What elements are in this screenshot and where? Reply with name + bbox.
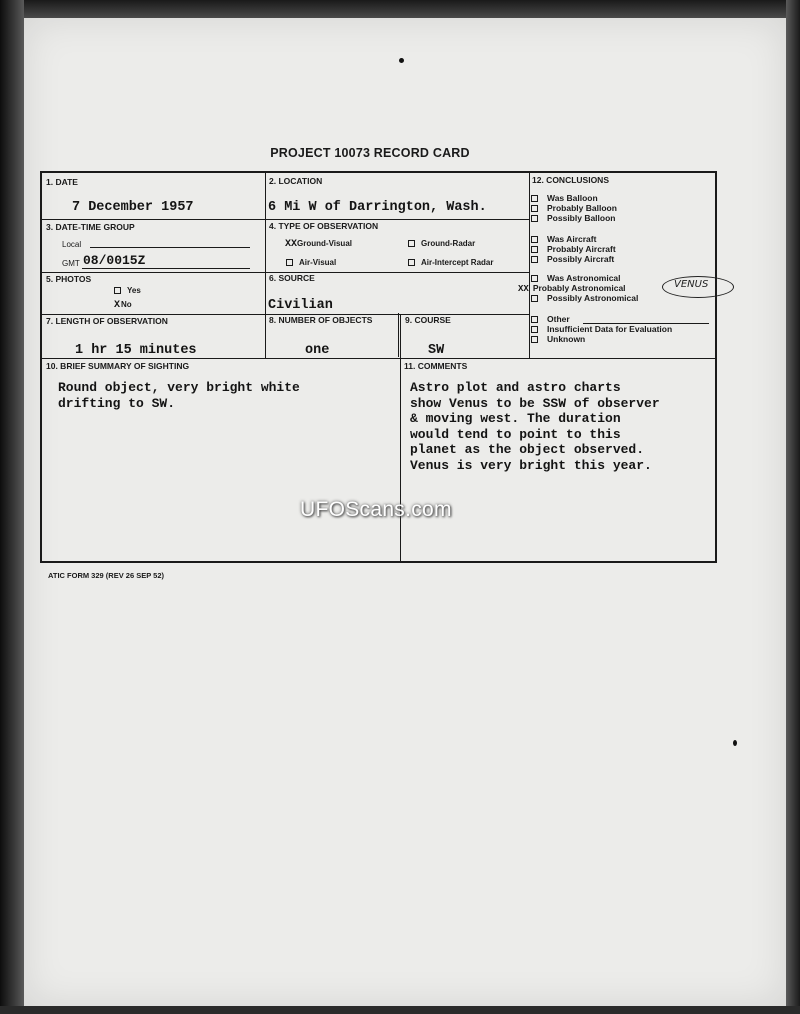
length-value: 1 hr 15 minutes — [75, 343, 197, 358]
photos-no-check: X — [114, 300, 121, 311]
conclusion-item: Possibly Astronomical — [531, 293, 638, 303]
conclusion-item: Unknown — [531, 334, 585, 344]
summary-value: Round object, very bright white drifting to SW. — [58, 380, 300, 411]
checkbox-icon — [286, 259, 293, 266]
date-label: 1. DATE — [46, 177, 78, 187]
conclusion-item: Insufficient Data for Evaluation — [531, 324, 672, 334]
form-number: ATIC FORM 329 (REV 26 SEP 52) — [48, 571, 165, 580]
conclusion-item: Was Balloon — [531, 193, 598, 203]
location-value: 6 Mi W of Darrington, Wash. — [268, 200, 487, 215]
scan-edge-left — [0, 0, 24, 1014]
conclusion-item: Was Astronomical — [531, 273, 621, 283]
comments-value: Astro plot and astro charts show Venus to be SSW of observer & moving west. The duration would tend to point to this planet as the object observed. Venus is very bright this year. — [410, 380, 660, 473]
checkbox-icon — [531, 295, 538, 302]
source-label: 6. SOURCE — [269, 273, 315, 283]
photos-no-option: XNo — [114, 300, 132, 311]
conclusion-item: Probably Aircraft — [531, 244, 616, 254]
air-intercept-option: Air-Intercept Radar — [408, 258, 493, 267]
conclusion-item: Probably Balloon — [531, 203, 617, 213]
course-value: SW — [428, 343, 445, 358]
summary-label: 10. BRIEF SUMMARY OF SIGHTING — [46, 361, 190, 371]
course-label: 9. COURSE — [405, 315, 451, 325]
conclusion-item: Was Aircraft — [531, 234, 596, 244]
checkbox-icon — [531, 326, 538, 333]
checkbox-icon — [531, 215, 538, 222]
scan-speck — [399, 58, 404, 63]
ground-visual-check: XX — [285, 239, 298, 250]
scan-edge-bottom — [0, 1006, 800, 1014]
number-value: one — [305, 343, 330, 358]
number-label: 8. NUMBER OF OBJECTS — [269, 315, 373, 325]
conclusion-item: Possibly Balloon — [531, 213, 616, 223]
checkbox-icon — [531, 205, 538, 212]
card-title: PROJECT 10073 RECORD CARD — [270, 146, 470, 160]
air-visual-option: Air-Visual — [286, 258, 336, 267]
scan-edge-top — [0, 0, 800, 18]
conclusion-item: Other — [531, 314, 570, 324]
length-label: 7. LENGTH OF OBSERVATION — [46, 316, 168, 326]
handwritten-note: VENUS — [674, 279, 709, 290]
conclusion-item-checked: XX Probably Astronomical — [518, 283, 626, 294]
ground-visual-option: XXGround-Visual — [285, 239, 352, 250]
checkbox-icon — [531, 256, 538, 263]
checkbox-icon — [531, 316, 538, 323]
local-label: Local — [62, 240, 82, 249]
scan-speck — [733, 740, 737, 746]
checkbox-icon — [408, 240, 415, 247]
conclusion-item: Possibly Aircraft — [531, 254, 614, 264]
checkbox-icon — [114, 287, 121, 294]
location-label: 2. LOCATION — [269, 176, 323, 186]
comments-label: 11. COMMENTS — [404, 361, 468, 371]
conclusion-check: XX — [518, 284, 529, 294]
checkbox-icon — [531, 236, 538, 243]
gmt-label: GMT — [62, 259, 80, 268]
checkbox-icon — [408, 259, 415, 266]
datetime-label: 3. DATE-TIME GROUP — [46, 222, 135, 232]
scan-edge-right — [786, 0, 800, 1014]
photos-label: 5. PHOTOS — [46, 274, 92, 284]
conclusions-label: 12. CONCLUSIONS — [532, 175, 609, 185]
gmt-value: 08/0015Z — [83, 253, 146, 268]
checkbox-icon — [531, 246, 538, 253]
date-value: 7 December 1957 — [72, 200, 194, 215]
source-value: Civilian — [268, 298, 333, 313]
photos-yes-option: Yes — [114, 286, 141, 295]
type-label: 4. TYPE OF OBSERVATION — [269, 221, 379, 231]
watermark: UFOScans.com — [300, 498, 452, 521]
ground-radar-option: Ground-Radar — [408, 239, 475, 248]
checkbox-icon — [531, 195, 538, 202]
checkbox-icon — [531, 275, 538, 282]
checkbox-icon — [531, 336, 538, 343]
